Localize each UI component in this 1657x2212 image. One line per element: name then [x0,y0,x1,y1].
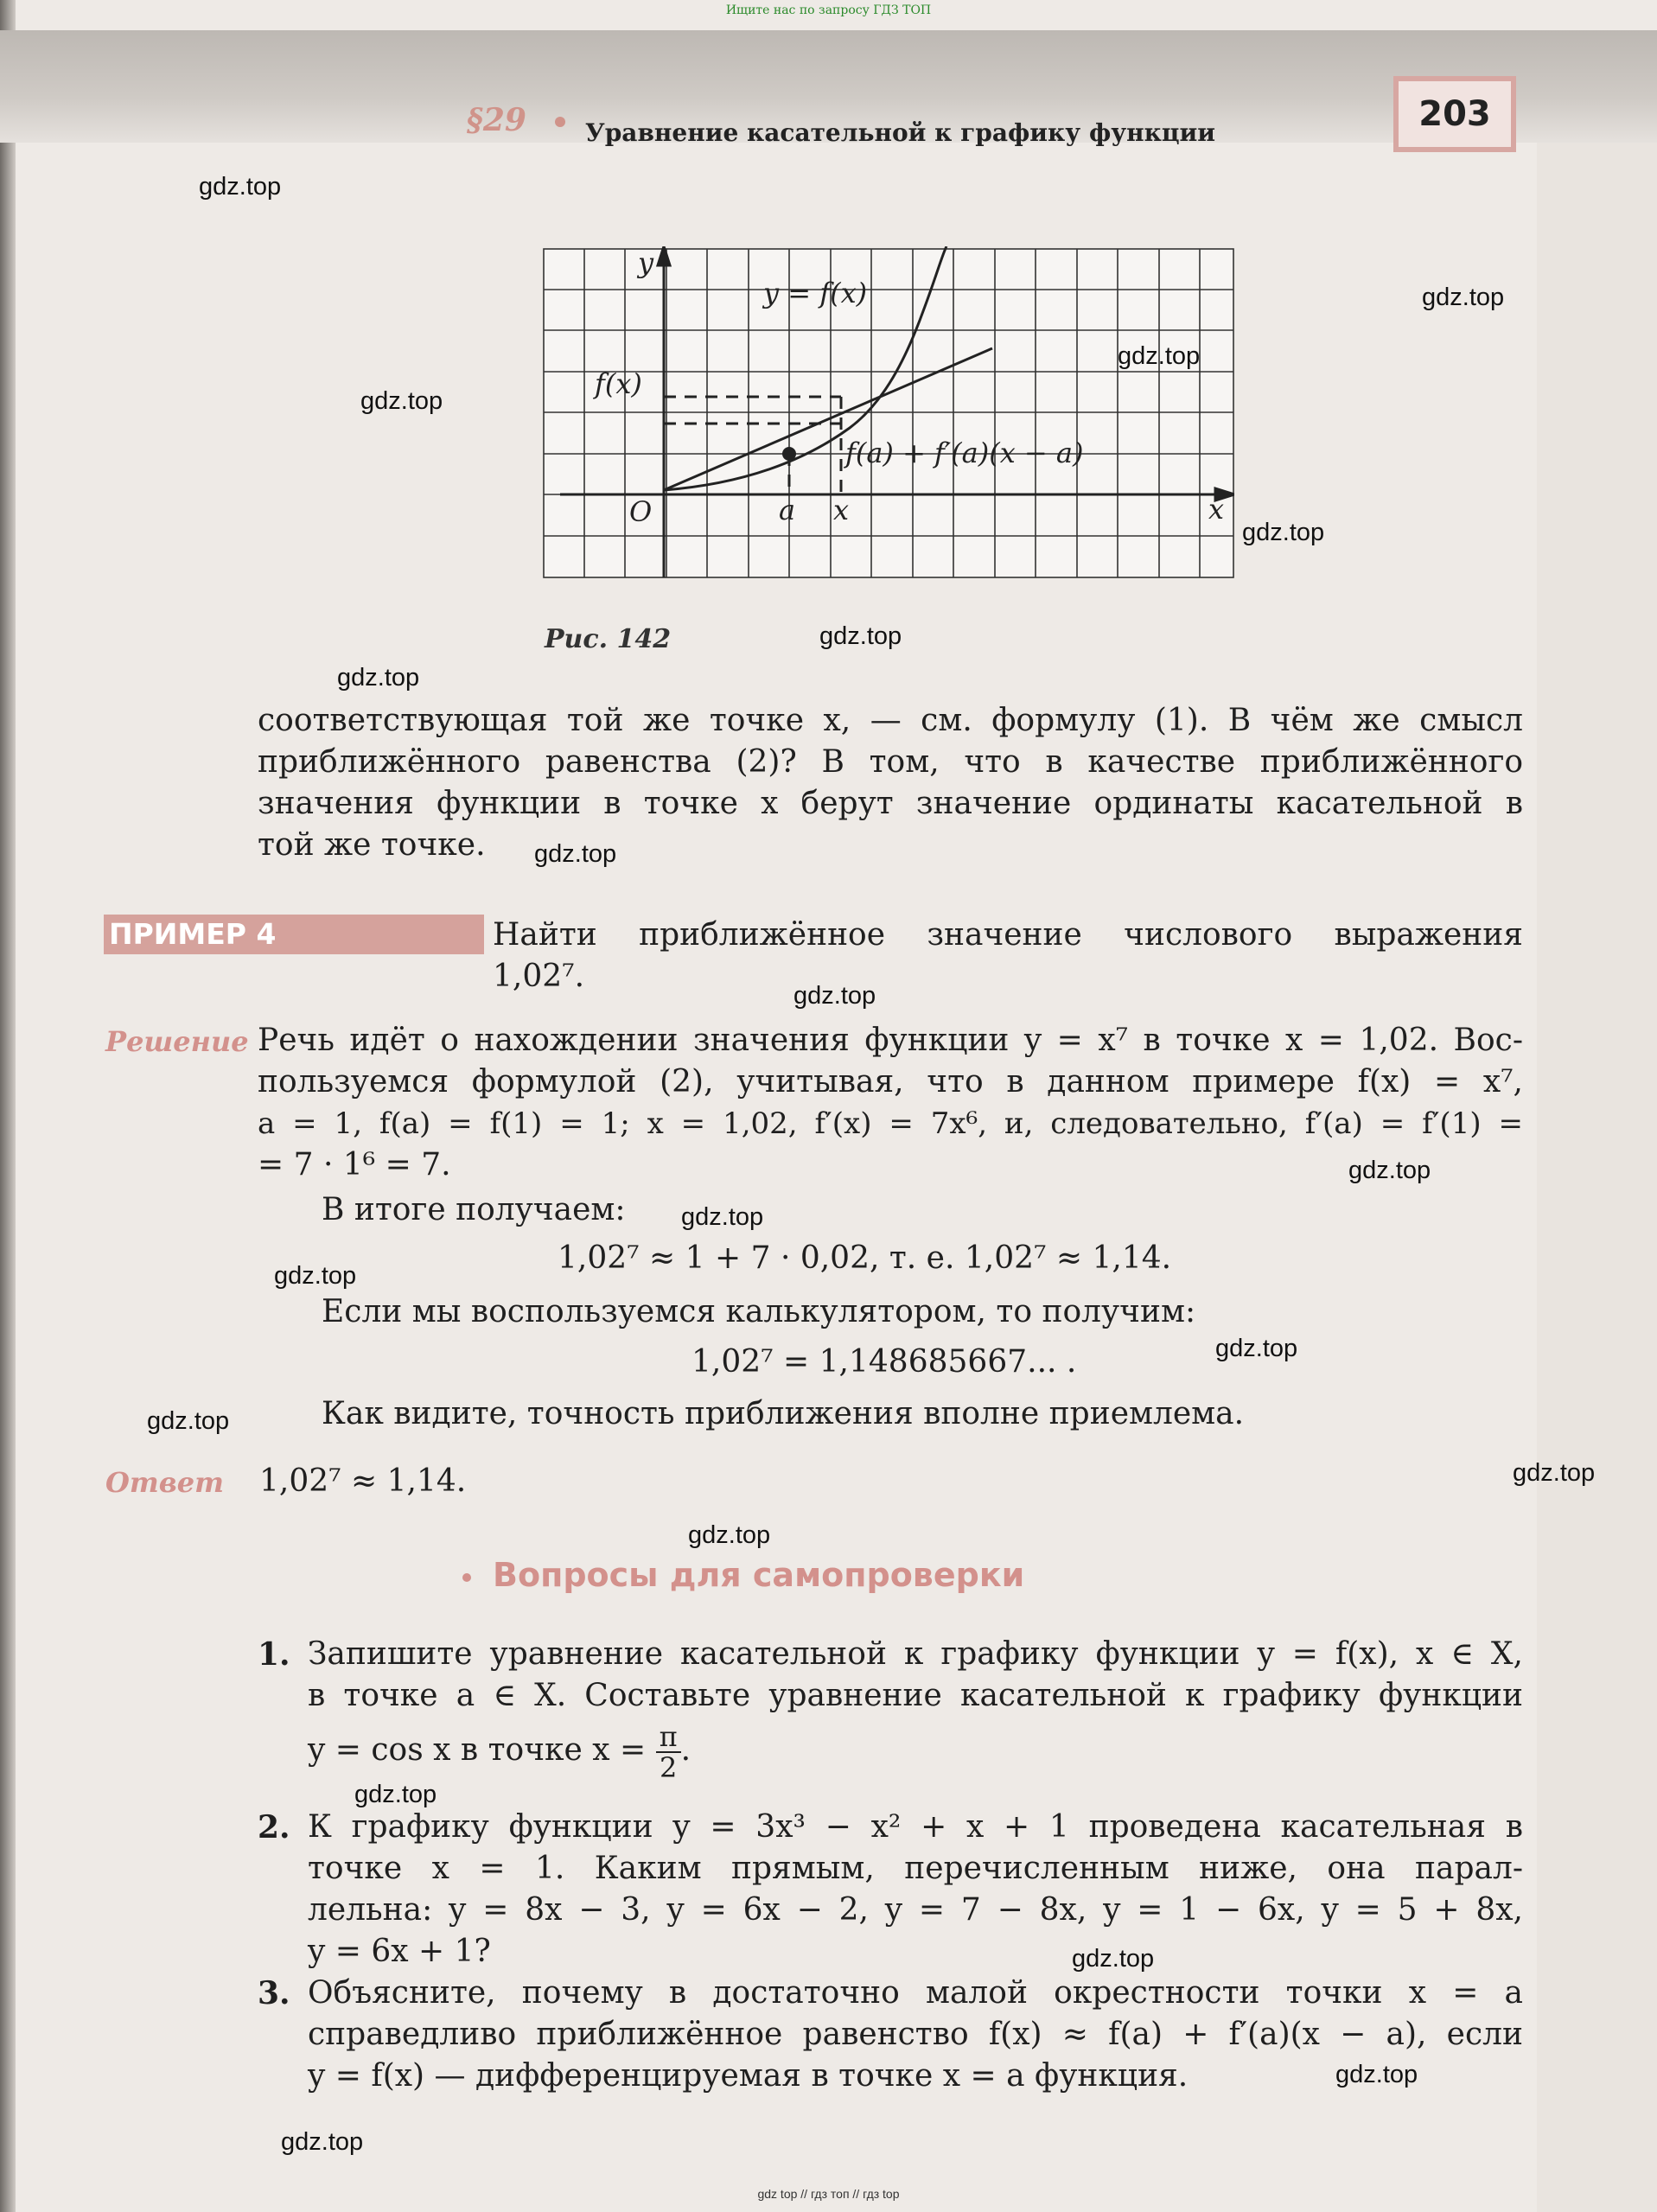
watermark: gdz.top [1118,342,1201,370]
intro-line: той же точке. [258,827,486,863]
calc-formula: 1,02⁷ = 1,148685667... . [691,1344,1077,1380]
watermark: gdz.top [819,622,902,650]
watermark: gdz.top [1513,1459,1596,1487]
solution-line: a = 1, f(a) = f(1) = 1; x = 1,02, f′(x) = 7x⁶, и, следовательно, f′(a) = f′(1) = [258,1106,1523,1141]
watermark: gdz.top [354,1781,437,1808]
question-number: 3. [258,1975,290,2011]
page-number: 203 [1393,76,1516,152]
question-text: y = cos x в точке x = [308,1732,647,1768]
bottom-note: gdz top // гдз топ // гдз top [757,2187,900,2201]
watermark: gdz.top [688,1521,771,1549]
origin-label: O [629,495,653,528]
watermark: gdz.top [1072,1945,1155,1973]
pi-over-two-fraction [656,1722,681,1782]
solution-line: Речь идёт о нахождении значения функции y = x⁷ в точке x = 1,02. Вос- [258,1023,1523,1058]
tangent-label: f(a) + f′(a)(x − a) [845,437,1084,469]
question-number: 2. [258,1809,290,1845]
watermark: gdz.top [274,1262,357,1290]
questions-heading: Вопросы для самопроверки [493,1556,1025,1594]
result-intro: В итоге получаем: [322,1192,626,1227]
question-3 [258,1973,1523,2097]
right-margin [1537,143,1657,2212]
fraction-denominator: 2 [659,1751,678,1784]
tangent-point [782,447,796,461]
calc-intro: Если мы воспользуемся калькулятором, то получим: [322,1294,1196,1329]
section-number: §29 [467,102,526,138]
intro-line: соответствующая той же точке x, — см. формулу (1). В чём же смысл [258,703,1523,738]
figure-caption: Рис. 142 [545,624,672,654]
page-gutter-shadow [0,0,16,2212]
example-task-line: Найти приближённое значение числового выражения [493,917,1523,953]
example-label: ПРИМЕР 4 [104,915,484,954]
question-2 [258,1807,1523,1973]
intro-paragraph [258,700,1523,866]
watermark: gdz.top [281,2128,364,2156]
question-line: в точке a ∈ X. Составьте уравнение касательной к графику функции [308,1678,1523,1713]
question-line: Объясните, почему в достаточно малой окрестности точки x = a [308,1975,1523,2011]
watermark: gdz.top [534,840,617,868]
y-axis-label: y [638,246,654,279]
example-task-line: 1,02⁷. [493,959,585,994]
figure-142 [543,246,1234,609]
solution-label: Решение [105,1025,249,1058]
question-line: y = 6x + 1? [308,1934,491,1969]
question-line: справедливо приближённое равенство f(x) ≈ f(a) + f′(a)(x − a), если [308,2017,1523,2052]
watermark: gdz.top [337,664,420,692]
question-text: . [680,1732,691,1768]
question-line: точке x = 1. Каким прямым, перечисленным ниже, она парал- [308,1851,1523,1886]
answer-value: 1,02⁷ ≈ 1,14. [259,1463,467,1499]
watermark: gdz.top [681,1203,764,1231]
watermark: gdz.top [1348,1157,1431,1184]
answer-label: Ответ [105,1466,224,1499]
a-label: a [779,494,796,526]
watermark: gdz.top [360,387,443,415]
x-point-label: x [833,494,850,526]
question-number: 1. [258,1636,290,1673]
watermark: gdz.top [147,1407,230,1435]
x-axis-label: x [1208,493,1225,526]
solution-line: = 7 · 1⁶ = 7. [258,1147,451,1182]
fraction-numerator: π [656,1722,681,1753]
question-1 [258,1634,1523,1782]
watermark: gdz.top [793,982,876,1010]
watermark: gdz.top [199,173,282,201]
watermark: gdz.top [1215,1335,1298,1362]
fx-label: f(x) [595,367,642,400]
solution-body [258,1020,1523,1186]
example-task [493,915,1523,998]
question-line: Запишите уравнение касательной к графику функции y = f(x), x ∈ X, [308,1636,1523,1672]
question-line: К графику функции y = 3x³ − x² + x + 1 проведена касательная в [308,1809,1523,1845]
chapter-title: Уравнение касательной к графику функции [585,118,1216,147]
questions-bullet-icon [462,1573,471,1582]
top-note: Ищите нас по запросу ГДЗ ТОП [725,3,932,17]
intro-line: приближённого равенства (2)? В том, что в качестве приближённого [258,744,1523,780]
solution-line: пользуемся формулой (2), учитывая, что в данном примере f(x) = x⁷, [258,1064,1523,1100]
conclusion: Как видите, точность приближения вполне приемлема. [322,1396,1245,1431]
watermark: gdz.top [1422,284,1505,311]
question-line: y = f(x) — дифференцируемая в точке x = a функция. [308,2058,1189,2094]
watermark: gdz.top [1335,2061,1418,2088]
intro-line: значения функции в точке x берут значение ординаты касательной в [258,786,1523,821]
result-formula: 1,02⁷ ≈ 1 + 7 · 0,02, т. е. 1,02⁷ ≈ 1,14. [558,1240,1172,1276]
question-line: лельна: y = 8x − 3, y = 6x − 2, y = 7 − 8x, y = 1 − 6x, y = 5 + 8x, [308,1892,1523,1928]
curve-label: y = f(x) [763,277,868,309]
header-bullet-icon [555,117,565,127]
question-line-3 [258,1722,1523,1782]
figure-grid [544,249,1233,577]
watermark: gdz.top [1242,519,1325,546]
